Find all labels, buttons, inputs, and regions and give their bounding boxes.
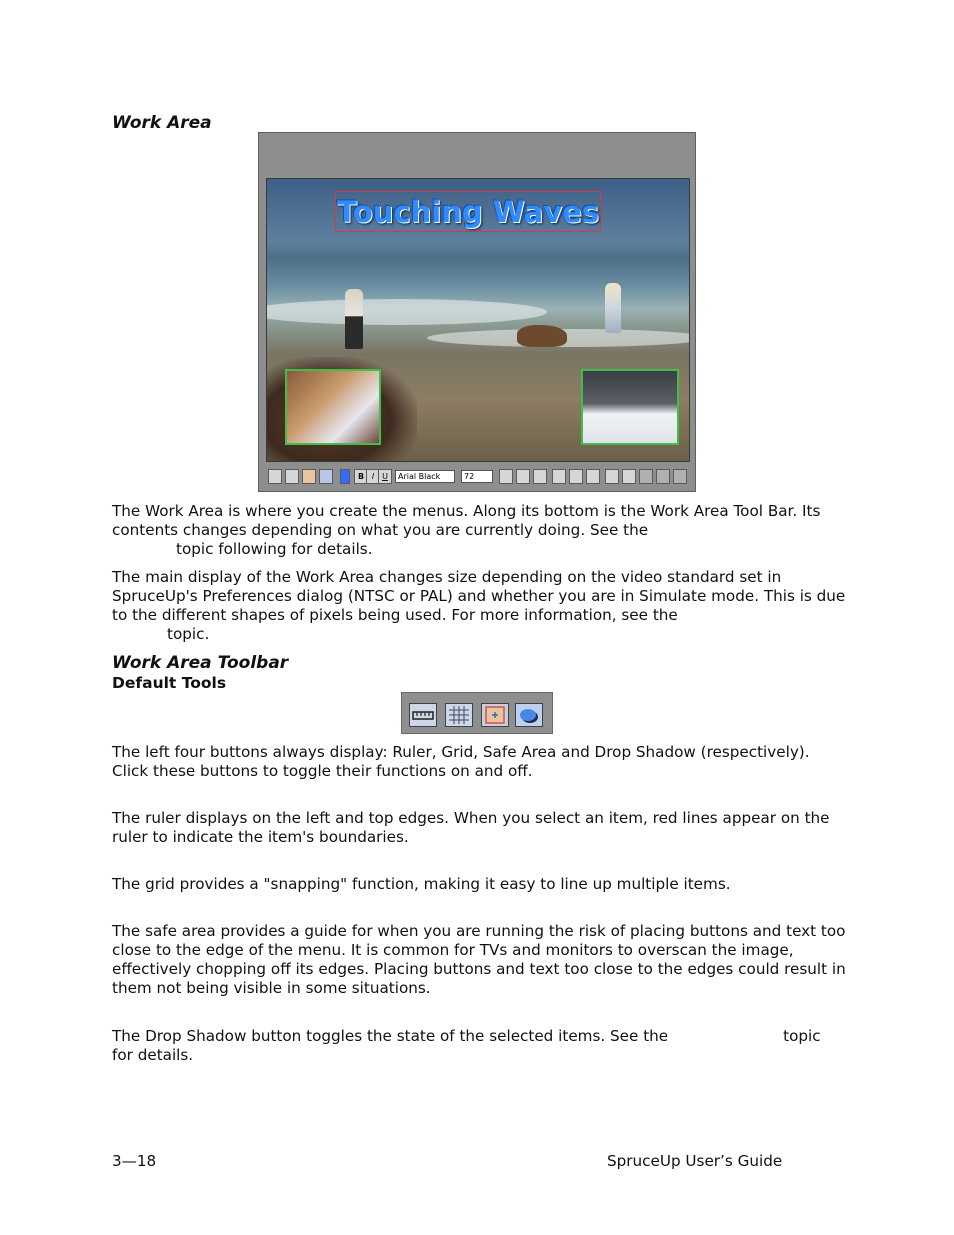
underline-button[interactable]: U bbox=[378, 469, 392, 484]
work-area-para-2: The main display of the Work Area changes size depending on the video standard set in SpruceUp's Preferences dialog (NTSC or PAL) and whether you are in Simulate mode. This is due to the different shapes of pixels being used. For more information, see the bbox=[112, 568, 846, 624]
work-area-para-2-end: topic. bbox=[167, 625, 210, 643]
font-select[interactable]: Arial Black bbox=[395, 470, 455, 483]
work-area-size-description bbox=[112, 568, 847, 644]
tools-para: The left four buttons always display: Ruler, Grid, Safe Area and Drop Shadow (respectively). Click these buttons to toggle their functions on and off. bbox=[112, 743, 810, 780]
disabled-tool-icon bbox=[656, 469, 670, 484]
italic-button[interactable]: I bbox=[366, 469, 380, 484]
wave-foam bbox=[266, 299, 547, 325]
bold-button[interactable]: B bbox=[354, 469, 368, 484]
dog bbox=[517, 325, 567, 347]
drop-shadow-text: The Drop Shadow button toggles the state of the selected items. See the bbox=[112, 1027, 669, 1045]
safe-area-icon[interactable] bbox=[302, 469, 316, 484]
safe-area-icon[interactable] bbox=[481, 703, 509, 727]
work-area-para-1: The Work Area is where you create the menus. Along its bottom is the Work Area Tool Bar. Its contents changes depending on what you are currently doing. See the bbox=[112, 502, 821, 539]
distribute-icon[interactable] bbox=[605, 469, 619, 484]
tools-description bbox=[112, 743, 847, 781]
ruler-icon[interactable] bbox=[409, 703, 437, 727]
align-bottom-icon[interactable] bbox=[586, 469, 600, 484]
grid-icon[interactable] bbox=[285, 469, 299, 484]
drop-shadow-description bbox=[112, 1027, 847, 1065]
default-tools-heading: Default Tools bbox=[112, 674, 227, 692]
work-area-heading: Work Area bbox=[112, 113, 212, 133]
work-area-para-1-end: topic following for details. bbox=[176, 540, 373, 558]
guide-title: SpruceUp User’s Guide bbox=[607, 1152, 783, 1170]
safe-area-para: The safe area provides a guide for when you are running the risk of placing buttons and text too close to the edge of the menu. It is common for TVs and monitors to overscan the image, effectively chopping off its edges. Placing buttons and text too close to the edges could result in them not being visible in some situations. bbox=[112, 922, 846, 997]
align-top-icon[interactable] bbox=[552, 469, 566, 484]
default-tools-image bbox=[401, 692, 553, 734]
drop-shadow-topic: topic bbox=[783, 1027, 821, 1045]
work-area-description bbox=[112, 502, 847, 559]
ruler-para: The ruler displays on the left and top edges. When you select an item, red lines appear on the ruler to indicate the item's boundaries. bbox=[112, 809, 830, 846]
work-area-toolbar-heading: Work Area Toolbar bbox=[112, 653, 289, 673]
photo-button-left[interactable] bbox=[285, 369, 381, 445]
drop-shadow-icon[interactable] bbox=[319, 469, 333, 484]
page-number: 3—18 bbox=[112, 1152, 157, 1170]
child-figure bbox=[605, 283, 621, 333]
menu-title[interactable]: Touching Waves bbox=[335, 191, 601, 232]
align-left-icon[interactable] bbox=[499, 469, 513, 484]
color-swatch-icon[interactable] bbox=[340, 469, 350, 484]
grid-para: The grid provides a "snapping" function, making it easy to line up multiple items. bbox=[112, 875, 731, 893]
drop-shadow-para bbox=[112, 1027, 847, 1046]
align-center-icon[interactable] bbox=[516, 469, 530, 484]
disabled-tool-icon bbox=[639, 469, 653, 484]
disabled-tool-icon bbox=[673, 469, 687, 484]
child-figure bbox=[345, 289, 363, 349]
drop-shadow-icon[interactable] bbox=[515, 703, 543, 727]
grid-icon[interactable] bbox=[445, 703, 473, 727]
safe-area-description bbox=[112, 922, 847, 998]
align-right-icon[interactable] bbox=[533, 469, 547, 484]
align-middle-icon[interactable] bbox=[569, 469, 583, 484]
size-select[interactable]: 72 bbox=[461, 470, 493, 483]
drop-shadow-para-end: for details. bbox=[112, 1046, 194, 1064]
distribute-icon[interactable] bbox=[622, 469, 636, 484]
ruler-description bbox=[112, 809, 847, 847]
work-area-toolbar bbox=[266, 469, 690, 486]
photo-button-right[interactable] bbox=[581, 369, 679, 445]
grid-description bbox=[112, 875, 847, 894]
ruler-icon[interactable] bbox=[268, 469, 282, 484]
menu-canvas bbox=[266, 178, 690, 462]
